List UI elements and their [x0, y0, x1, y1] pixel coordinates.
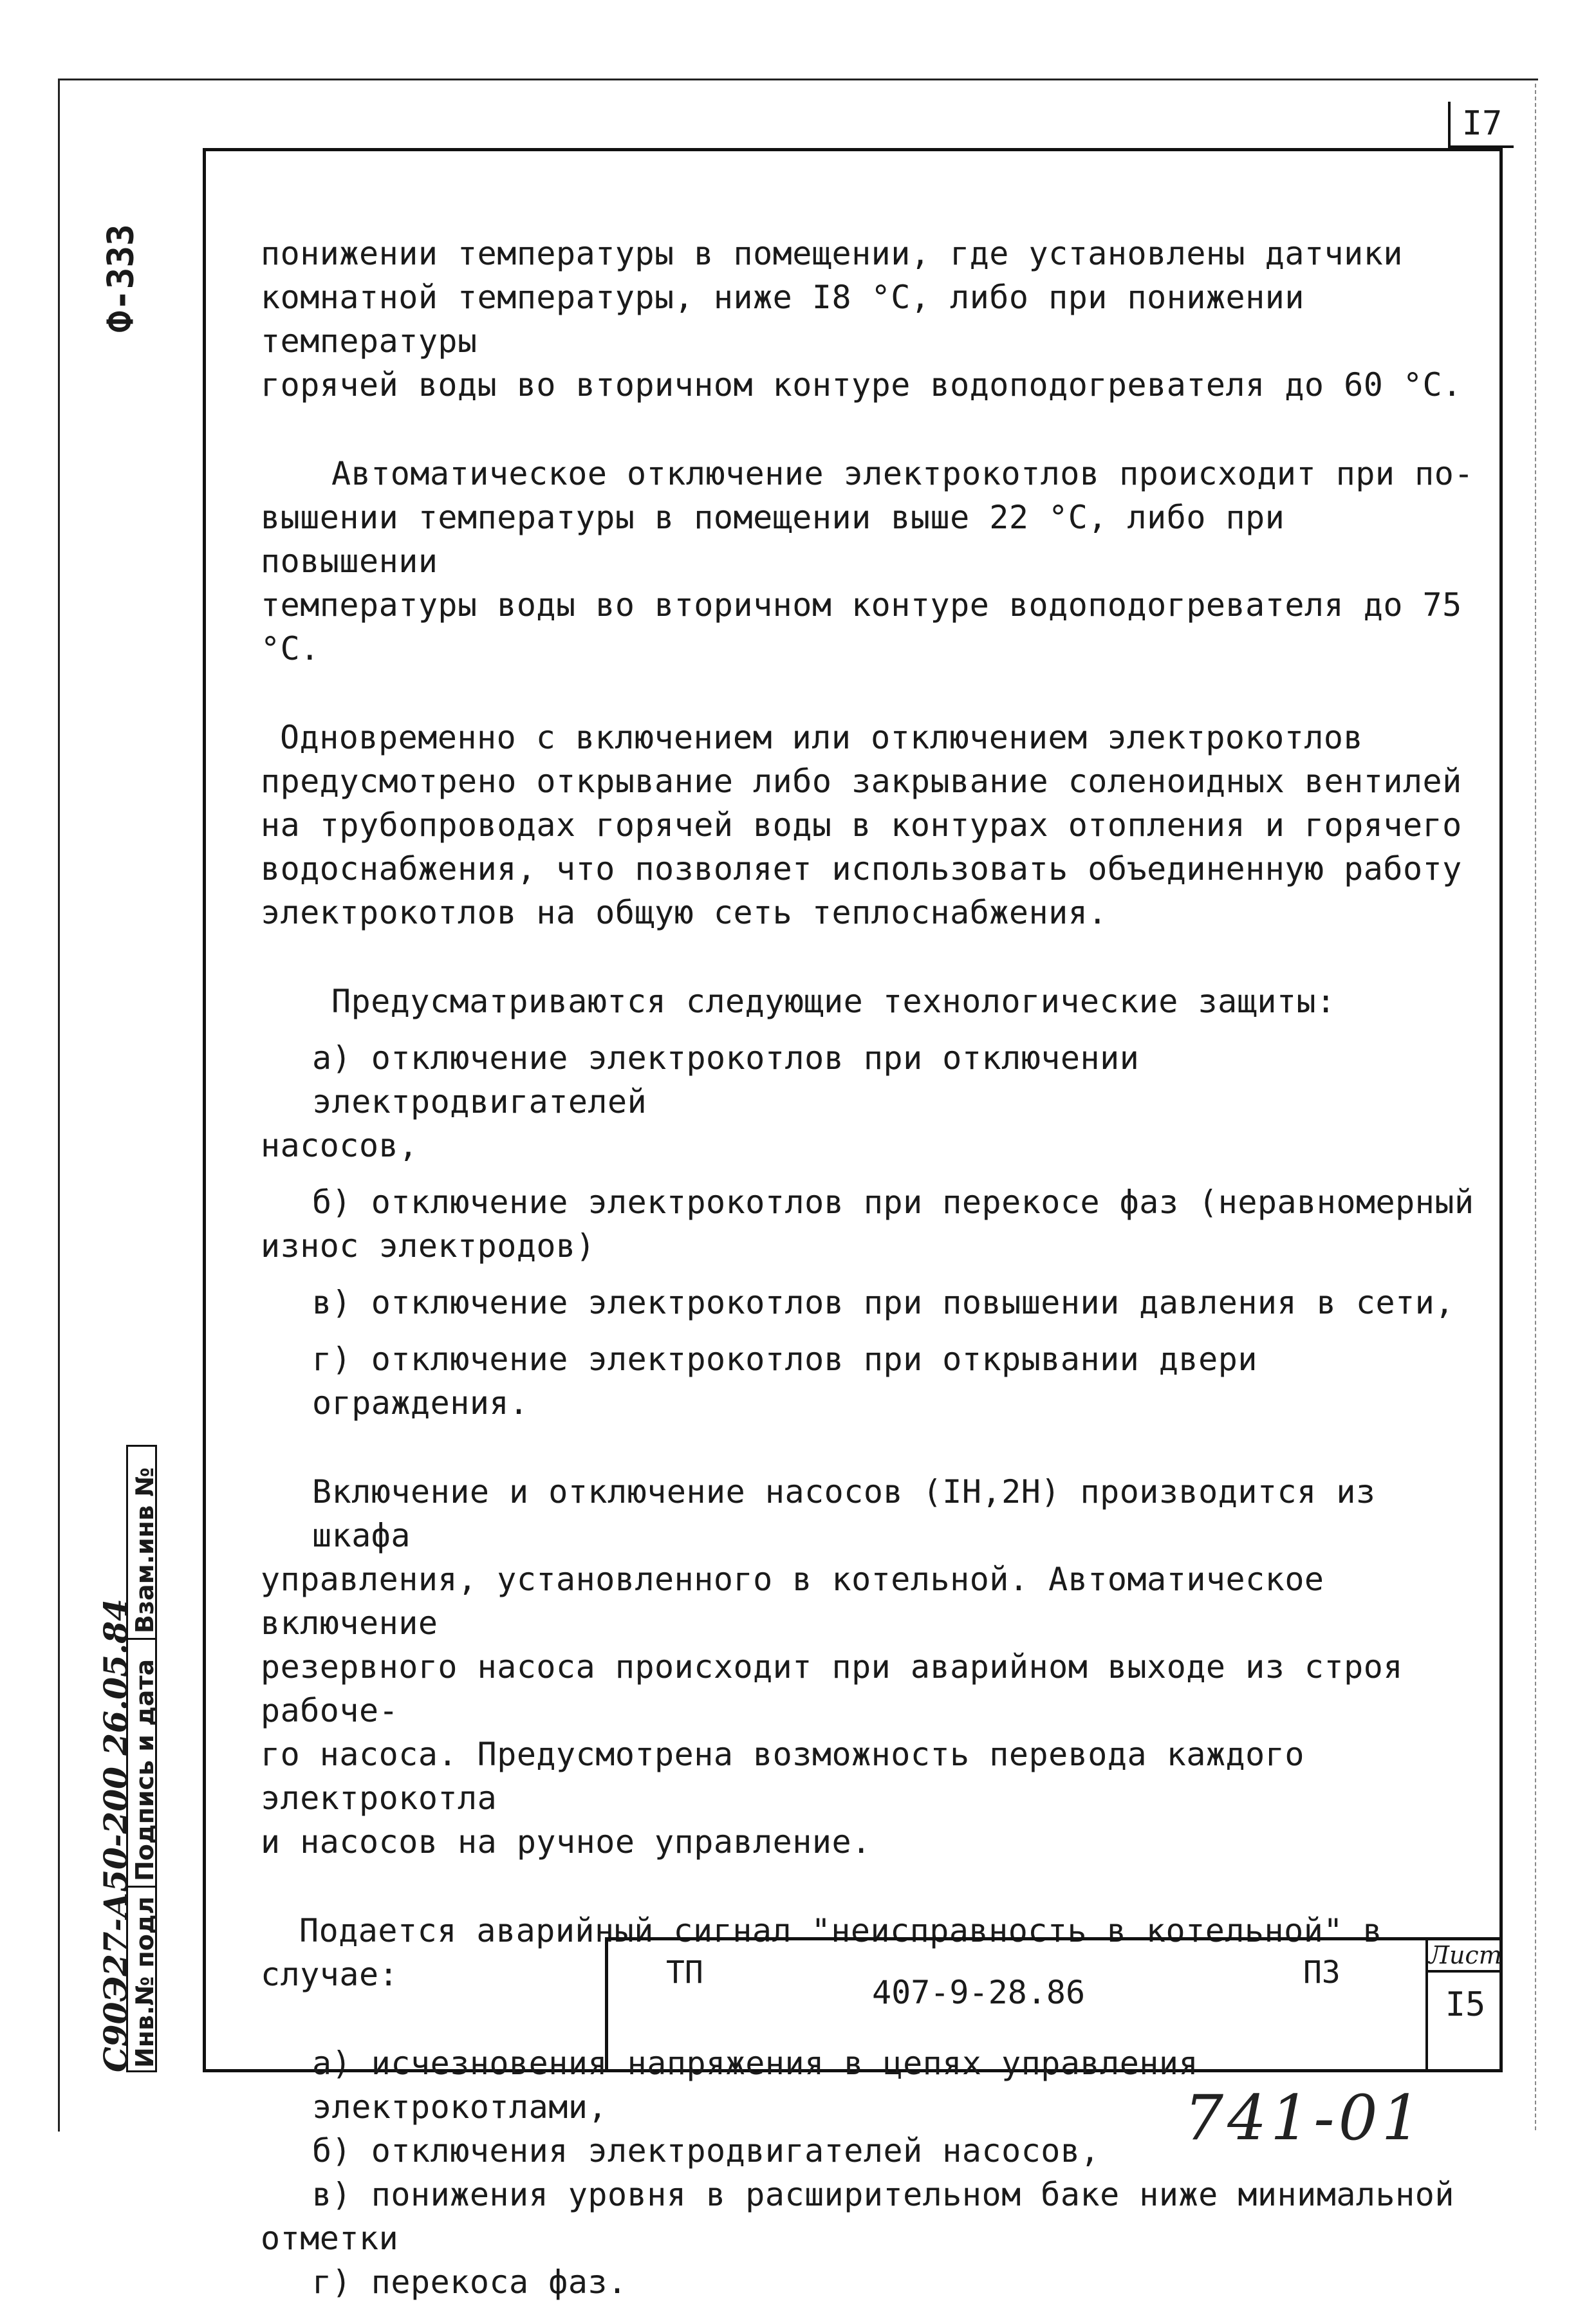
paragraph-1-line: комнатной температуры, ниже I8 °С, либо при понижении температуры	[261, 279, 1304, 360]
paragraph-1-line: горячей воды во вторичном контуре водоподогревателя до 60 °С.	[261, 366, 1462, 404]
margin-format-code: Ф-333	[100, 224, 142, 333]
outer-frame-left	[58, 79, 60, 2132]
stamp-label-signature: Подпись и дата	[131, 1658, 159, 1881]
alarm-item-v: в) понижения уровня в расширительном баке ниже минимальной	[312, 2176, 1454, 2213]
paragraph-2-line: вышении температуры в помещении выше 22 °С, либо при повышении	[261, 499, 1285, 580]
stamp-label-inventory: Инв.№ подл	[131, 1896, 159, 2068]
paragraph-2-line: температуры воды во вторичном контуре водоподогревателя до 75 °С.	[261, 586, 1462, 667]
alarm-item-a: а) исчезновения напряжения в цепях управления электрокотлами,	[312, 2045, 1199, 2126]
sheet-box	[1425, 1940, 1503, 2072]
protection-item-b-cont: износ электродов)	[261, 1227, 596, 1265]
paragraph-3-line: Одновременно с включением или отключением электрокотлов	[280, 719, 1364, 756]
title-block-section: ПЗ	[1303, 1955, 1341, 1991]
sheet-number: I5	[1445, 1985, 1486, 2024]
stamp-handwritten-entry: С90Э27-А50-200 26.05.84	[97, 1599, 135, 2072]
protections-heading: Предусматриваются следующие технологические защиты:	[331, 983, 1336, 1020]
alarm-item-v-cont: отметки	[261, 2220, 399, 2257]
protection-item-a: а) отключение электрокотлов при отключении электродвигателей	[312, 1039, 1140, 1120]
protection-item-g: г) отключение электрокотлов при открывании двери ограждения.	[312, 1341, 1257, 1422]
alarm-item-g: г) перекоса фаз.	[312, 2263, 627, 2301]
paragraph-3-line: предусмотрено открывание либо закрывание соленоидных вентилей	[261, 763, 1462, 800]
paragraph-1-line: понижении температуры в помещении, где установлены датчики	[261, 235, 1403, 272]
alarm-heading-cont: случае:	[261, 1956, 399, 1993]
sheet-label: Лист	[1428, 1940, 1503, 1973]
title-block	[605, 1937, 1503, 2072]
paragraph-3-line: электрокотлов на общую сеть теплоснабжения.	[261, 894, 1108, 931]
footer-handwritten-number: 741-01	[1184, 2082, 1425, 2154]
paragraph-2-line: Автоматическое отключение электрокотлов происходит при по-	[331, 455, 1474, 492]
alarm-item-b: б) отключения электродвигателей насосов,	[312, 2132, 1100, 2169]
title-block-series: ТП	[666, 1955, 703, 1991]
paragraph-3-line: на трубопроводах горячей воды в контурах отопления и горячего	[261, 806, 1462, 844]
protection-item-v: в) отключение электрокотлов при повышении давления в сети,	[312, 1284, 1454, 1321]
outer-frame-top	[58, 79, 1538, 80]
paragraph-pumps-line: и насосов на ручное управление.	[261, 1823, 871, 1861]
paragraph-pumps-line: Включение и отключение насосов (IН,2Н) производится из шкафа	[312, 1473, 1376, 1554]
protection-item-b: б) отключение электрокотлов при перекосе фаз (неравномерный	[312, 1184, 1474, 1221]
right-margin-line	[1535, 84, 1536, 2130]
stamp-label-replacement: Взам.инв №	[131, 1467, 159, 1633]
paragraph-pumps-line: го насоса. Предусмотрена возможность перевода каждого электрокотла	[261, 1736, 1304, 1817]
protection-item-a-cont: насосов,	[261, 1127, 418, 1164]
paragraph-pumps-line: резервного насоса происходит при аварийном выходе из строя рабоче-	[261, 1648, 1403, 1729]
alarm-heading: Подается аварийный сигнал "неисправность в котельной" в	[299, 1912, 1383, 1949]
paragraph-3-line: водоснабжения, что позволяет использовать объединенную работу	[261, 850, 1462, 887]
page-corner-number: I7	[1448, 102, 1514, 148]
title-block-document-code: 407-9-28.86	[872, 1974, 1086, 2011]
paragraph-pumps-line: управления, установленного в котельной. Автоматическое включение	[261, 1561, 1324, 1642]
